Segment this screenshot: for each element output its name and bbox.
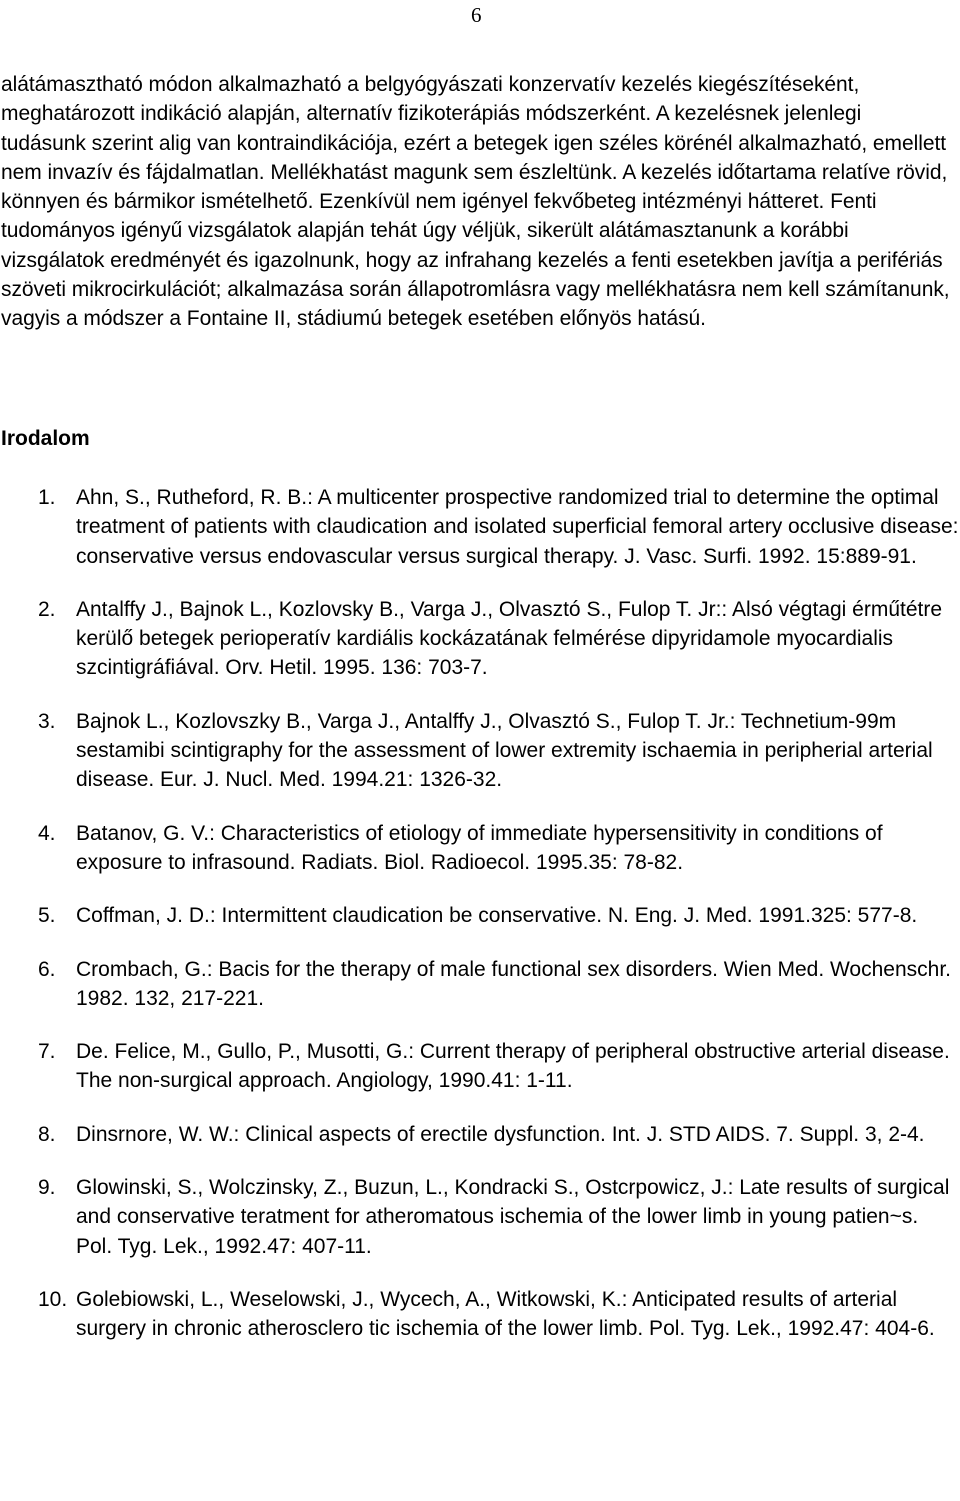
page-number: 6 [471,3,482,27]
reference-number: 7. [38,1040,56,1064]
reference-item [0,1285,960,1344]
reference-text: Golebiowski, L., Weselowski, J., Wycech, A., Witkowski, K.: Anticipated results of arterial surgery in chronic atherosclero tic ischemia of the lower limb. Pol. Tyg. Lek., 1992.47: 404-6. [76,1287,935,1341]
reference-text: Glowinski, S., Wolczinsky, Z., Buzun, L., Kondracki S., Ostcrpowicz, J.: Late results of surgical and conservative teratment for atheromatous ischemia of the lower limb in young patien~s. Pol. Tyg. Lek., 1992.47: 407-11. [76,1176,950,1258]
reference-item [0,955,960,1014]
reference-number: 9. [38,1176,56,1200]
reference-number: 8. [38,1122,56,1146]
reference-text: Crombach, G.: Bacis for the therapy of male functional sex disorders. Wien Med. Wochenschr. 1982. 132, 217-221. [76,957,951,1010]
reference-number: 5. [38,904,56,928]
references-heading: Irodalom [1,427,90,450]
reference-number: 10. [38,1287,68,1311]
reference-text: Antalffy J., Bajnok L., Kozlovsky B., Varga J., Olvasztó S., Fulop T. Jr:: Alsó végtagi érműtétre kerülő betegek perioperatív kardiális kockázatának felmérése dipyridamole myocardialis szcintigráfiával. Orv. Hetil. 1995. 136: 703-7. [76,597,943,680]
reference-text: Ahn, S., Rutheford, R. B.: A multicenter prospective randomized trial to determine the optimal treatment of patients with claudication and isolated superficial femoral artery occlusive disease: conservative versus endovascular versus surgical therapy. J. Vasc. Surfi. 1992. 15:889-91. [76,486,959,568]
reference-number: 1. [38,486,56,509]
reference-text: De. Felice, M., Gullo, P., Musotti, G.: Current therapy of peripheral obstructive arterial disease. The non-surgical approach. Angiology, 1990.41: 1-11. [76,1040,950,1093]
reference-item [0,707,960,795]
reference-item [0,901,960,930]
reference-item [0,1120,960,1149]
reference-item [0,1037,960,1096]
reference-item [0,483,960,571]
body-paragraph: alátámasztható módon alkalmazható a belgyógyászati konzervatív kezelés kiegészítéseként, meghatározott indikáció alapján, alternatív fizikoterápiás módszerként. A kezelésnek jelenlegi tudásunk szerint alig van kontraindikációja, ezért a betegek igen széles körénél alkalmazható, emellett nem invazív és fájdalmatlan. Mellékhatást magunk sem észleltünk. A kezelés időtartama relatíve rövid, könnyen és bármikor ismételhető. Ezenkívül nem igényel fekvőbeteg intézményi hátteret. Fenti tudományos igényű vizsgálatok alapján tehát úgy véljük, sikerült alátámasztanunk a korábbi vizsgálatok eredményét és igazolnunk, hogy az infrahang kezelés a fenti esetekben javítja a perifériás szöveti mikrocirkulációt; alkalmazása során állapotromlásra vagy mellékhatásra nem kell számítanunk, vagyis a módszer a Fontaine II, stádiumú betegek esetében előnyös hatású. [1,73,950,331]
reference-item [0,595,960,683]
reference-text: Bajnok L., Kozlovszky B., Varga J., Antalffy J., Olvasztó S., Fulop T. Jr.: Technetium-99m sestamibi scintigraphy for the assessment of lower extremity ischaemia in peripherial arterial disease. Eur. J. Nucl. Med. 1994.21: 1326-32. [76,709,933,792]
reference-text: Batanov, G. V.: Characteristics of etiology of immediate hypersensitivity in conditions of exposure to infrasound. Radiats. Biol. Radioecol. 1995.35: 78-82. [76,821,883,874]
reference-number: 4. [38,821,56,845]
reference-text: Coffman, J. D.: Intermittent claudication be conservative. N. Eng. J. Med. 1991.325: 577-8. [76,904,918,928]
reference-number: 2. [38,597,56,621]
reference-list [0,483,960,1368]
reference-item [0,1173,960,1261]
reference-text: Dinsrnore, W. W.: Clinical aspects of erectile dysfunction. Int. J. STD AIDS. 7. Suppl. 3, 2-4. [76,1122,925,1146]
reference-item [0,819,960,878]
reference-number: 6. [38,957,56,981]
reference-number: 3. [38,709,56,733]
